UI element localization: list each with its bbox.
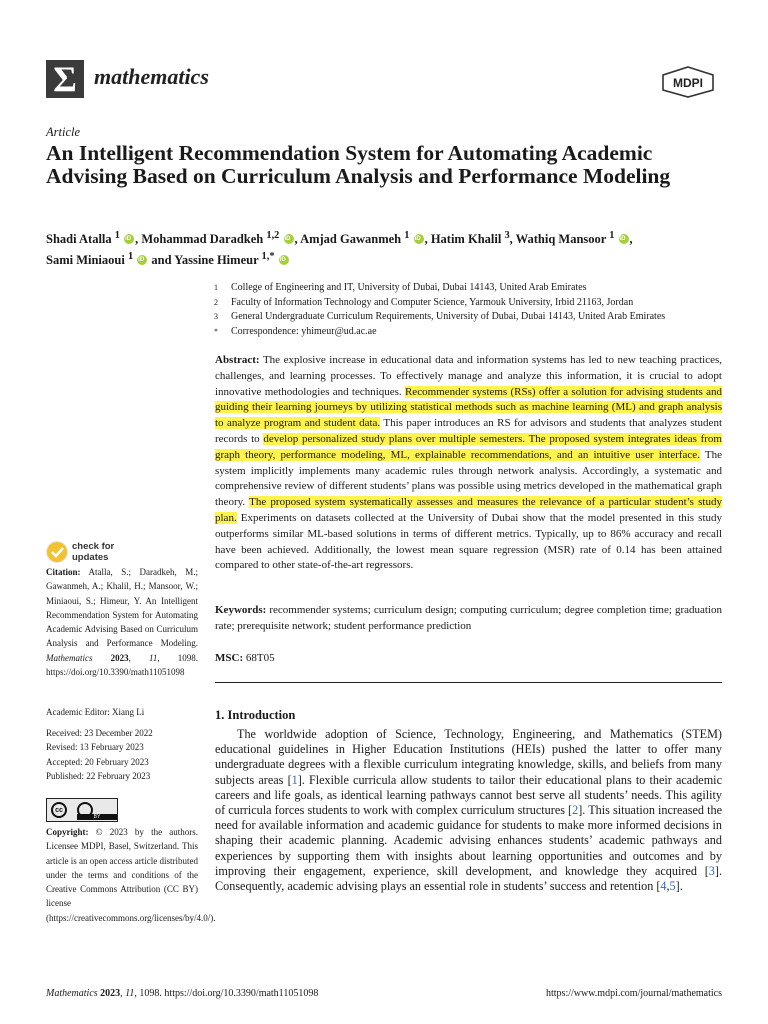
author-line-2: Sami Miniaoui $^1$ iD and Yassine Himeur $^{1,*}$ iD (46, 248, 726, 269)
academic-editor: Academic Editor: Xiang Li (46, 707, 145, 717)
section-divider (215, 682, 722, 683)
affiliation-item: 2 Faculty of Information Technology and Computer Science, Yarmouk University, Irbid 21163, Jordan (214, 296, 634, 308)
affiliation-item: * Correspondence: yhimeur@ud.ac.ae (214, 325, 377, 337)
copyright-notice: Copyright: © 2023 by the authors. Licensee MDPI, Basel, Switzerland. This article is an open access article distributed under the terms and conditions of the Creative Commons Attribution (CC BY) license (https://creativecommons.org/licenses/by/4.0/). (46, 827, 216, 923)
abstract-label: Abstract: (215, 354, 260, 366)
highlight: develop personalized study plans over multiple semesters. The proposed system integrates ideas from graph theory, performance modeling, ML, explainable recommendations, and an intuitive user interface. (215, 432, 722, 461)
abstract: Abstract: The explosive increase in educational data and information systems has led to new teaching practices, challenges, and learning processes. To effectively manage and analyze this information, it is crucial to adopt innovative methodologies and techniques. Recommender systems (RSs) offer a solution for advising students and guiding their learning journeys by utilizing statistical methods such as machine learning (ML) and graph analysis to analyze program and student data. This paper introduces an RS for advisors and students that analyzes student records to develop personalized study plans over multiple semesters. The proposed system integrates ideas from graph theory, performance modeling, ML, explainable recommendations, and an intuitive user interface. The system implicitly implements many academic rules through network analysis. Accordingly, a systematic and comprehensive review of different students’ plans was possible using metrics developed in the mathematical graph theory. The proposed system systematically assesses and measures the relevance of a particular student’s study plan. Experiments on datasets collected at the University of Dubai show that the model presented in this study outperforms similar ML-based solutions in terms of different metrics. Typically, up to 86% accuracy and recall have been achieved. Additionally, the lowest mean square regression (MSR) rate of 0.14 has been attained compared to other state-of-the-art regressors. (215, 354, 722, 572)
author-list (46, 227, 726, 269)
citation-link[interactable]: 3 (708, 863, 715, 878)
introduction-paragraph: The worldwide adoption of Science, Technology, Engineering, and Mathematics (STEM) educational guidelines in Higher Education Institutions (HEIs) pushed the latter to offer many undergraduate degrees with a flexible curriculum integrating knowledge, skills, and beliefs from many subjects areas [1]. Flexible curricula allow students to tailor their educational plans to their academic careers and life goals, as identical learning pathways cannot best serve all students’ needs. This agility of curricula forces students to work with complex curriculum structures [2]. This situation increased the need for available information and academic guidance for students to make more informed decisions in shaping their academic planning. Academic advising enhances students’ academic pathways and experiences by supporting them with insights about learning opportunities and outcomes and by improving their engagement, experience, skill development, and knowledge they acquired [3]. Consequently, academic advising plays an essential role in students’ success and retention [4,5]. (215, 727, 722, 894)
orcid-icon[interactable] (124, 234, 134, 244)
affiliation-item: 3 General Undergraduate Curriculum Requirements, University of Dubai, Dubai 14143, United Arab Emirates (214, 311, 666, 322)
affiliations (214, 281, 734, 339)
author-line-1: Shadi Atalla $^1$ iD , Mohammad Daradkeh $^{1,2}$ iD , Amjad Gawanmeh $^1$ iD , Hatim Khalil $^3$, Wathiq Mansoor $^1$ iD , (46, 227, 726, 248)
footer-journal-url[interactable]: https://www.mdpi.com/journal/mathematics (546, 988, 722, 999)
citation-link[interactable]: 4 (660, 879, 667, 894)
mdpi-logo (660, 66, 716, 98)
cc-by-license-badge[interactable]: cc BY (46, 798, 118, 822)
citation-link[interactable]: 2 (572, 803, 579, 818)
msc-code: MSC: 68T05 (215, 652, 275, 664)
journal-name: mathematics (94, 64, 209, 89)
orcid-icon[interactable] (284, 234, 294, 244)
mdpi-logo-text: MDPI (673, 76, 703, 90)
orcid-icon[interactable] (137, 255, 147, 265)
footer-citation: Mathematics 2023, 11, 1098. https://doi.org/10.3390/math11051098 (46, 988, 319, 999)
orcid-icon[interactable] (279, 255, 289, 265)
check-for-updates-label[interactable]: check for updates (72, 541, 115, 563)
highlight: The proposed system systematically assesses and measures the relevance of a particular student’s study plan. (215, 496, 722, 524)
publication-dates: Received: 23 December 2022 Revised: 13 February 2023 Accepted: 20 February 2023 Published: 22 February 2023 (46, 728, 153, 781)
check-for-updates-icon[interactable] (46, 541, 68, 563)
orcid-icon[interactable] (619, 234, 629, 244)
affiliation-item: 1 College of Engineering and IT, University of Dubai, Dubai 14143, United Arab Emirates (214, 282, 587, 293)
article-type: Article (46, 125, 81, 139)
orcid-icon[interactable] (414, 234, 424, 244)
keywords: Keywords: recommender systems; curriculum design; computing curriculum; degree completion time; graduation rate; prerequisite network; student performance prediction (215, 604, 722, 632)
cc-icon: cc (51, 802, 67, 818)
citation-box: Citation: Atalla, S.; Daradkeh, M.; Gawanmeh, A.; Khalil, H.; Mansoor, W.; Miniaoui, S.; Himeur, Y. An Intelligent Recommendation System for Automating Academic Advising Based on Curriculum Analysis and Performance Modeling. Mathematics 2023, 11, 1098. https://doi.org/10.3390/math11051098 (46, 567, 199, 678)
highlight: Recommender systems (RSs) offer a solution for advising students and guiding their learning journeys by utilizing statistical methods such as machine learning (ML) and graph analysis to analyze program and student data. (215, 385, 722, 430)
journal-logo: Σ (46, 60, 84, 98)
paper-title: An Intelligent Recommendation System for Automating Academic Advising Based on Curriculum Analysis and Performance Modeling (46, 141, 671, 188)
citation-link[interactable]: 5 (669, 879, 676, 894)
section-heading: 1. Introduction (215, 708, 296, 722)
citation-link[interactable]: 1 (291, 772, 298, 787)
